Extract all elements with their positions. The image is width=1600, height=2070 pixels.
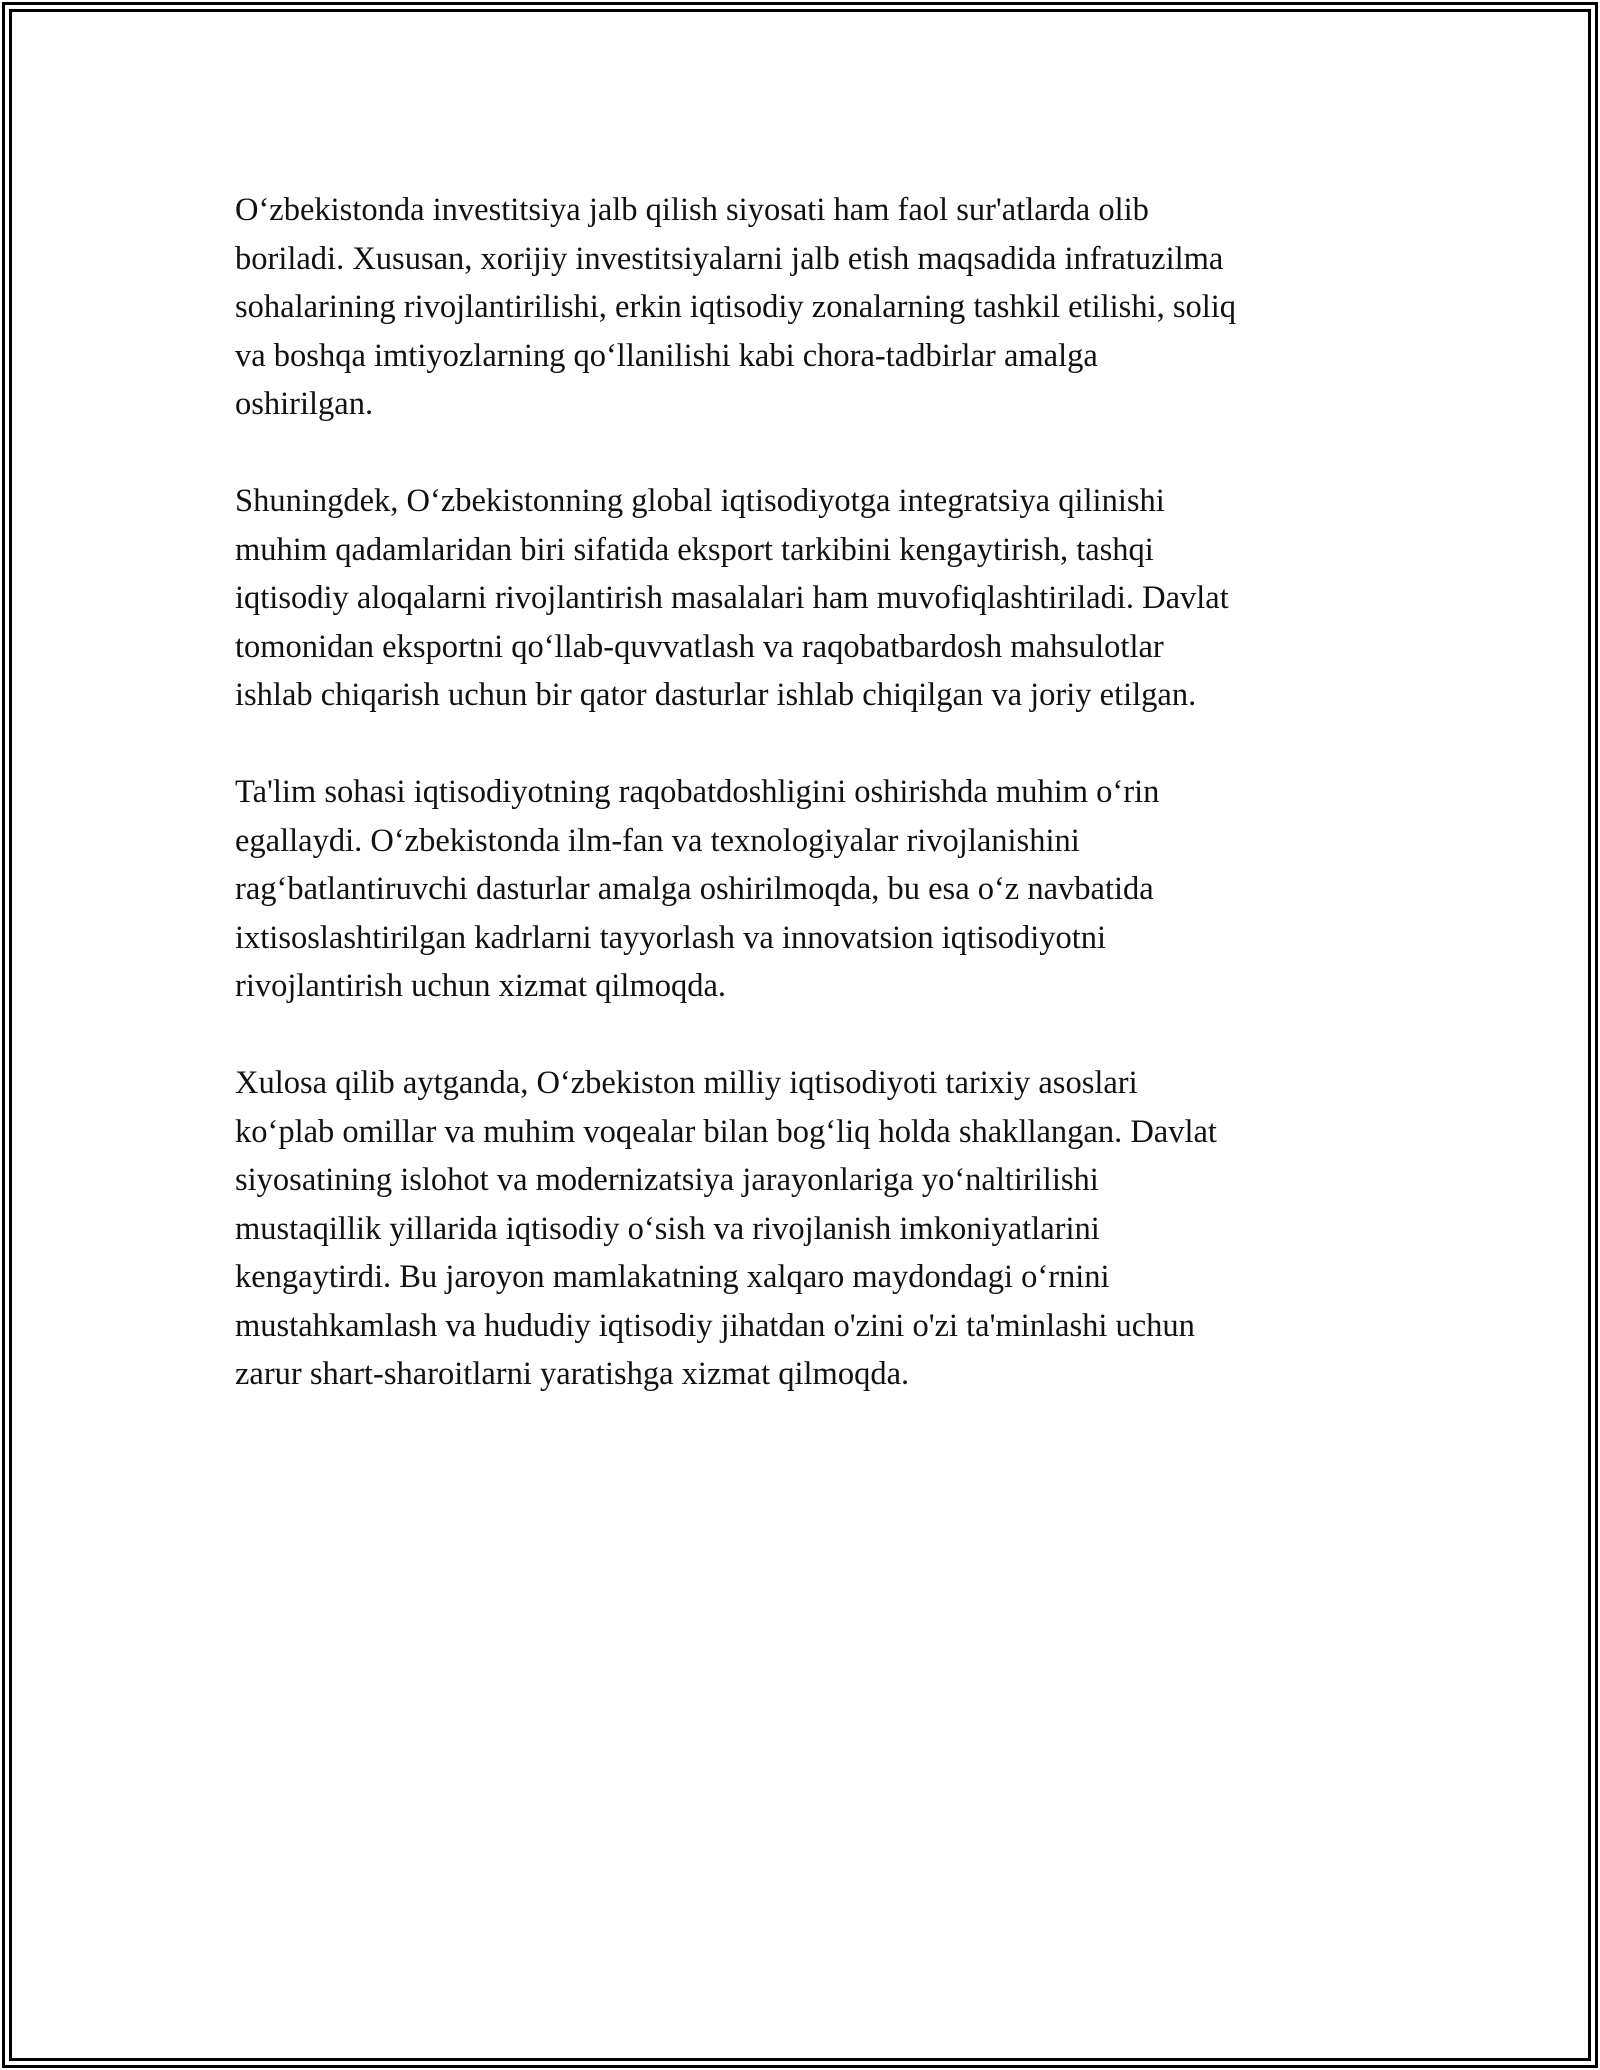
text-line: muhim qadamlaridan biri sifatida eksport tarkibini kengaytirish, tashqi <box>235 531 1154 568</box>
text-line: rivojlantirish uchun xizmat qilmoqda. <box>235 968 727 1004</box>
text-line: va boshqa imtiyozlarning qo‘llanilishi kabi chora-tadbirlar amalga <box>235 337 1098 374</box>
text-line: egallaydi. O‘zbekistonda ilm-fan va texnologiyalar rivojlanishini <box>235 822 1080 859</box>
text-line: iqtisodiy aloqalarni rivojlantirish masalalari ham muvofiqlashtiriladi. Davlat <box>235 580 1229 616</box>
text-line: mustaqillik yillarida iqtisodiy o‘sish va rivojlanish imkoniyatlarini <box>235 1210 1100 1247</box>
text-line: Shuningdek, O‘zbekistonning global iqtisodiyotga integratsiya qilinishi <box>235 483 1165 519</box>
text-line: Ta'lim sohasi iqtisodiyotning raqobatdoshligini oshirishda muhim o‘rin <box>235 774 1160 810</box>
text-line: siyosatining islohot va modernizatsiya jarayonlariga yo‘naltirilishi <box>235 1162 1099 1198</box>
paragraph-global-integration <box>235 477 1375 720</box>
text-line: mustahkamlash va hududiy iqtisodiy jihatdan o'zini o'zi ta'minlashi uchun <box>235 1307 1195 1344</box>
text-line: Xulosa qilib aytganda, O‘zbekiston milliy iqtisodiyoti tarixiy asoslari <box>235 1065 1138 1101</box>
text-line: kengaytirdi. Bu jaroyon mamlakatning xalqaro maydondagi o‘rnini <box>235 1259 1110 1295</box>
text-line: ixtisoslashtirilgan kadrlarni tayyorlash va innovatsion iqtisodiyotni <box>235 919 1107 956</box>
document-body <box>235 186 1375 1447</box>
text-line: zarur shart-sharoitlarni yaratishga xizmat qilmoqda. <box>235 1356 910 1392</box>
text-line: ko‘plab omillar va muhim voqealar bilan bog‘liq holda shakllangan. Davlat <box>235 1113 1217 1150</box>
text-line: tomonidan eksportni qo‘llab-quvvatlash va raqobatbardosh mahsulotlar <box>235 628 1164 665</box>
paragraph-investment-policy <box>235 186 1375 429</box>
text-line: ishlab chiqarish uchun bir qator dasturlar ishlab chiqilgan va joriy etilgan. <box>235 677 1197 713</box>
text-line: rag‘batlantiruvchi dasturlar amalga oshirilmoqda, bu esa o‘z navbatida <box>235 871 1154 907</box>
text-line: boriladi. Xususan, xorijiy investitsiyalarni jalb etish maqsadida infratuzilma <box>235 240 1224 277</box>
paragraph-education <box>235 768 1375 1011</box>
text-line: oshirilgan. <box>235 386 374 422</box>
paragraph-conclusion <box>235 1059 1375 1399</box>
text-line: O‘zbekistonda investitsiya jalb qilish siyosati ham faol sur'atlarda olib <box>235 192 1149 228</box>
text-line: sohalarining rivojlantirilishi, erkin iqtisodiy zonalarning tashkil etilishi, soliq <box>235 289 1237 325</box>
